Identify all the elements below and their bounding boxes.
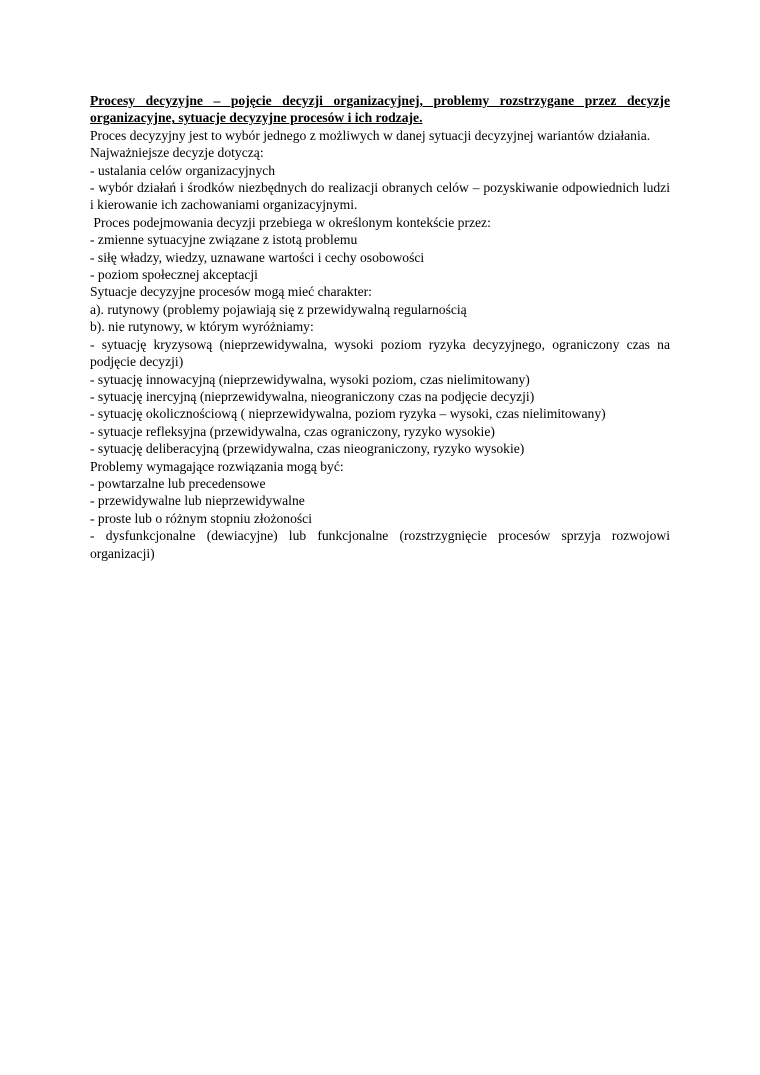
paragraph: - poziom społecznej akceptacji bbox=[90, 267, 258, 283]
paragraph: Problemy wymagające rozwiązania mogą być: bbox=[90, 458, 344, 474]
paragraph: - sytuację inercyjną (nieprzewidywalna, nieograniczony czas na podjęcie decyzji) bbox=[90, 388, 535, 404]
paragraph: a). rutynowy (problemy pojawiają się z przewidywalną regularnością bbox=[90, 301, 467, 317]
paragraph: b). nie rutynowy, w którym wyróżniamy: bbox=[90, 319, 314, 335]
paragraph: - sytuację innowacyjną (nieprzewidywalna, wysoki poziom, czas nielimitowany) bbox=[90, 371, 530, 387]
paragraph: Proces decyzyjny jest to wybór jednego z możliwych w danej sytuacji decyzyjnej wariantów działania. bbox=[90, 127, 651, 143]
document-heading: Procesy decyzyjne – pojęcie decyzji organizacyjnej, problemy rozstrzygane przez decyzje organizacyjne, sytuacje decyzyjne procesów i ich rodzaje. bbox=[90, 93, 670, 126]
paragraph: - sytuację kryzysową (nieprzewidywalna, wysoki poziom ryzyka decyzyjnego, ograniczony czas na podjęcie decyzji) bbox=[90, 336, 670, 370]
paragraph: Proces podejmowania decyzji przebiega w określonym kontekście przez: bbox=[90, 214, 491, 230]
paragraph: - powtarzalne lub precedensowe bbox=[90, 475, 266, 491]
paragraph: Najważniejsze decyzje dotyczą: bbox=[90, 145, 264, 161]
paragraph: - zmienne sytuacyjne związane z istotą problemu bbox=[90, 232, 358, 248]
paragraph: - dysfunkcjonalne (dewiacyjne) lub funkcjonalne (rozstrzygnięcie procesów sprzyja rozwojowi organizacji) bbox=[90, 528, 670, 561]
paragraph: - sytuację deliberacyjną (przewidywalna, czas nieograniczony, ryzyko wysokie) bbox=[90, 441, 525, 457]
paragraph: - proste lub o różnym stopniu złożoności bbox=[90, 510, 312, 526]
paragraph: Sytuacje decyzyjne procesów mogą mieć charakter: bbox=[90, 284, 372, 300]
paragraph: - przewidywalne lub nieprzewidywalne bbox=[90, 493, 305, 509]
document-body bbox=[90, 127, 670, 562]
paragraph: - sytuacje refleksyjna (przewidywalna, czas ograniczony, ryzyko wysokie) bbox=[90, 423, 495, 439]
paragraph: - wybór działań i środków niezbędnych do realizacji obranych celów – pozyskiwanie odpowiednich ludzi i kierowanie ich zachowaniami organizacyjnymi. bbox=[90, 180, 670, 213]
paragraph: - sytuację okolicznościową ( nieprzewidywalna, poziom ryzyka – wysoki, czas nielimitowany) bbox=[90, 406, 606, 422]
paragraph: - ustalania celów organizacyjnych bbox=[90, 162, 276, 178]
paragraph: - siłę władzy, wiedzy, uznawane wartości i cechy osobowości bbox=[90, 249, 425, 265]
